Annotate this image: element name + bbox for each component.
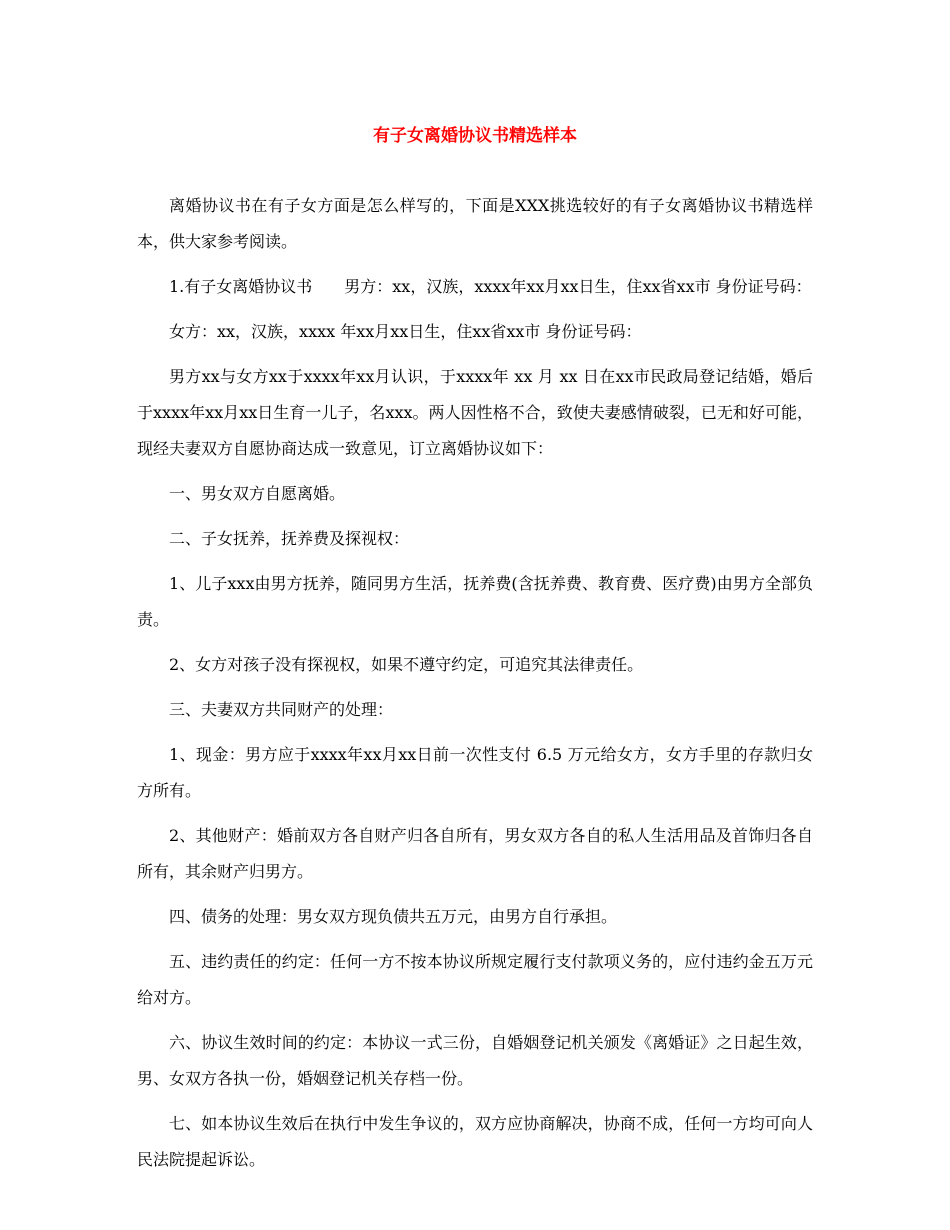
background-paragraph: 男方xx与女方xx于xxxx年xx月认识，于xxxx年 xx 月 xx 日在xx市民政局登记结婚，婚后于xxxx年xx月xx日生育一儿子，名xxx。两人因性格不合，致使夫妻感情破裂，已无和好可能，现经夫妻双方自愿协商达成一致意见，订立离婚协议如下： [137,367,813,458]
clause-1-heading: 一、男女双方自愿离婚。 [169,484,346,503]
clause-3-heading: 三、夫妻双方共同财产的处理： [169,700,394,719]
clause-4-paragraph: 四、债务的处理：男女双方现负债共五万元，由男方自行承担。 [169,907,618,926]
clause-3-item-1: 1、现金：男方应于xxxx年xx月xx日前一次性支付 6.5 万元给女方，女方手里的存款归女方所有。 [137,745,813,800]
clause-2-heading: 二、子女抚养，抚养费及探视权： [169,529,410,548]
clause-2-item-1: 1、儿子xxx由男方抚养，随同男方生活，抚养费(含抚养费、教育费、医疗费)由男方全部负责。 [137,574,813,629]
clause-3-item-2: 2、其他财产：婚前双方各自财产归各自所有，男女双方各自的私人生活用品及首饰归各自所有，其余财产归男方。 [137,826,813,881]
intro-paragraph: 离婚协议书在有子女方面是怎么样写的，下面是XXX挑选较好的有子女离婚协议书精选样本，供大家参考阅读。 [137,196,813,251]
document-title: 有子女离婚协议书精选样本 [373,126,577,146]
clause-5-paragraph: 五、违约责任的约定：任何一方不按本协议所规定履行支付款项义务的，应付违约金五万元给对方。 [137,952,813,1007]
wife-info-paragraph: 女方：xx，汉族，xxxx 年xx月xx日生，住xx省xx市 身份证号码： [169,322,642,341]
clause-6-paragraph: 六、协议生效时间的约定：本协议一式三份，自婚姻登记机关颁发《离婚证》之日起生效，男、女双方各执一份，婚姻登记机关存档一份。 [137,1033,813,1088]
clause-7-paragraph: 七、如本协议生效后在执行中发生争议的，双方应协商解决，协商不成，任何一方均可向人民法院提起诉讼。 [137,1114,813,1169]
husband-info-paragraph: 1.有子女离婚协议书 男方：xx，汉族，xxxx年xx月xx日生，住xx省xx市 身份证号码： [169,277,812,296]
clause-2-item-2: 2、女方对孩子没有探视权，如果不遵守约定，可追究其法律责任。 [169,655,644,674]
document-body [137,188,813,1187]
